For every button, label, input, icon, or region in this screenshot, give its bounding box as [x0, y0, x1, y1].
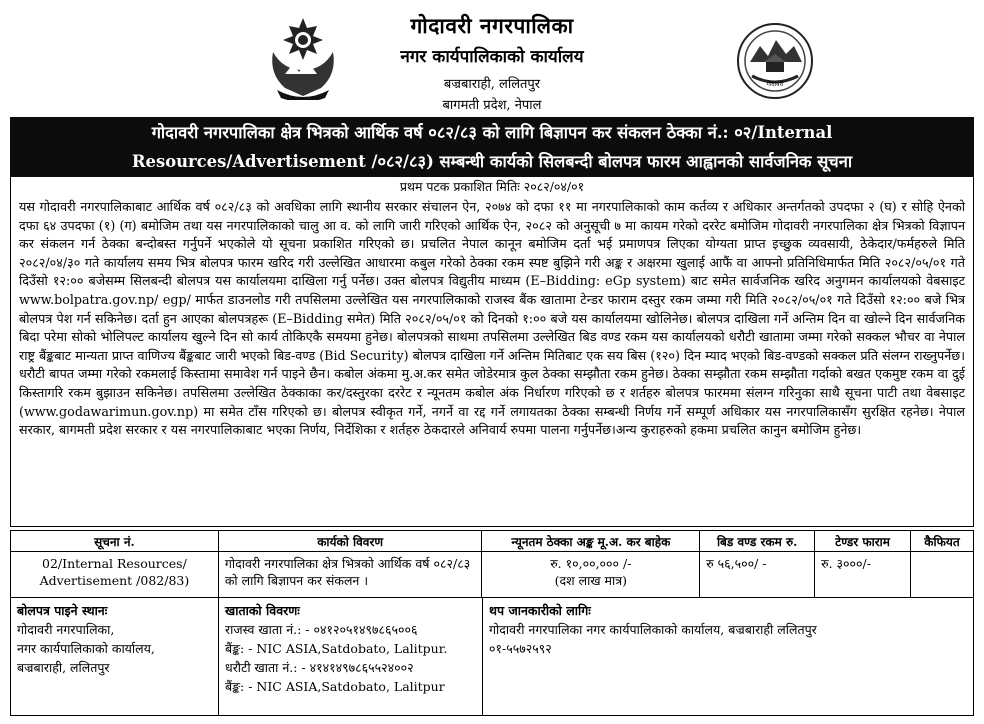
cell-notice-no: 02/Internal Resources/ Advertisement /082/83)	[11, 552, 219, 598]
more-info-line: गोदावरी नगरपालिका नगर कार्यपालिकाको कार्यालय, बज्रबाराही ललितपुर	[489, 622, 817, 637]
min-amount-figure: रु. १०,००,००० /-	[550, 556, 632, 571]
godawari-municipality-logo-icon	[736, 22, 814, 100]
cell-tender-form: रु. ३०००/-	[815, 552, 911, 598]
publication-date: प्रथम पटक प्रकाशित मितिः २०८२/०४/०१	[10, 177, 974, 197]
municipality-name: गोदावरी नगरपालिका	[410, 13, 574, 38]
logo-text: गोदावरी	[766, 81, 784, 88]
address-line-2: बागमती प्रदेश, नेपाल	[442, 98, 542, 113]
account-line: बैंङ्क: - NIC ASIA,Satdobato, Lalitpur.	[225, 641, 448, 656]
bid-place-heading: बोलपत्र पाइने स्थानः	[17, 603, 108, 618]
column-header-bid-bond: बिड वण्ड रकम रु.	[700, 531, 815, 552]
table-row	[11, 552, 974, 598]
notice-title-banner	[10, 117, 974, 177]
more-info	[483, 598, 975, 716]
column-header-min-amount: न्यूनतम ठेक्का अङ्क मू.अ. कर बाहेक	[482, 531, 700, 552]
cell-description: गोदावरी नगरपालिका क्षेत्र भित्रको आर्थिक वर्ष ०८२/८३ को लागि बिज्ञापन कर संकलन ।	[218, 552, 482, 598]
table-header-row	[11, 531, 974, 552]
bid-place-line: गोदावरी नगरपालिका,	[17, 622, 115, 637]
bid-place-line: बज्रबाराही, ललितपुर	[17, 660, 110, 675]
bid-form-location	[11, 598, 219, 716]
address-line-1: बज्रबाराही, ललितपुर	[443, 77, 541, 92]
office-name: नगर कार्यपालिकाको कार्यालय	[400, 47, 584, 67]
account-heading: खाताको विवरणः	[225, 603, 300, 618]
column-header-description: कार्यको विवरण	[218, 531, 482, 552]
cell-remarks	[911, 552, 974, 598]
notice-title-line-2: Resources/Advertisement /०८२/८३) सम्बन्धी कार्यको सिलबन्दी बोलपत्र फारम आह्वानको सार्वजनिक सूचना	[131, 152, 853, 171]
column-header-remarks: कैफियत	[911, 531, 974, 552]
column-header-tender-form: टेण्डर फाराम	[815, 531, 911, 552]
bid-place-line: नगर कार्यपालिकाको कार्यालय,	[17, 641, 155, 656]
tender-details-table	[10, 530, 974, 598]
account-line: धरौटी खाता नं.: - ४१४१४९७८६५५२४००२	[225, 660, 414, 675]
letterhead	[0, 0, 984, 116]
account-details	[219, 598, 483, 716]
cell-bid-bond: रु ५६,५००/ -	[700, 552, 815, 598]
contact-details-section	[10, 598, 974, 716]
notice-body-text: यस गोदावरी नगरपालिकाबाट आर्थिक वर्ष ०८२/८३ को अवधिका लागि स्थानीय सरकार संचालन ऐन, २०७४ को दफा ११ मा नगरपालिकाको काम कर्तव्य र अधिकार अन्तर्गतको उपदफा २ (घ) र सोहि ऐनको दफा ६४ उपदफा (१) (ग) बमोजिम तथा यस नगरपालिकाको चालु आ व. को लागि जारी गरिएको आर्थिक ऐन, २०८२ को अनुसूची ७ मा कायम गरेको दररेट बमोजिम गोदावरी नगरपालिका क्षेत्र भित्रको विज्ञापन कर संकलन गर्न ठेक्का बन्दोबस्त गर्नुपर्ने भएकोले यो सूचना प्रकाशित गरिएको छ। प्रचलित नेपाल कानून बमोजिम दर्ता भई प्रमाणपत्र लिएका योग्यता प्राप्त इच्छुक व्यवसायी, ठेकेदार/फर्महरुले मिति २०८२/०४/३० गते कार्यालय समय भित्र बोलपत्र फारम खरिद गरी उल्लेखित आधारमा कबुल गरेको ठेक्का रकम स्पष्ट बुझिने गरी अङ्क र अक्षरमा खुलाई आफैं वा आफ्नो प्रतिनिधिमार्फत मिति २०८२/०५/०१ गते दिउँसो १२:०० बजेसम्म सिलबन्दी बोलपत्र यस कार्यालयमा दाखिला गर्नु पर्नेछ। उक्त बोलपत्र विद्युतीय माध्यम (E–Bidding: eGp system) बाट समेत सार्वजनिक खरिद अनुगमन कार्यालयको वेबसाइट www.bolpatra.gov.np/ egp/ मार्फत डाउनलोड गरी तपसिलमा उल्लेखित यस नगरपालिकाको राजस्व बैंक खातामा टेन्डर फाराम दस्तुर रकम जम्मा गरी मिति २०८२/०५/०१ गते दिउँसो १२:०० बजे भित्र बोलपत्र पेश गर्न सकिनेछ। दर्ता हुन आएका बोलपत्रहरू (E–Bidding समेत) मिति २०८२/०५/०१ को दिनको १:०० बजे यस कार्यालयमा खोलिनेछ। बोलपत्र दाखिला गर्ने अन्तिम दिन वा खोल्ने दिन सार्वजनिक बिदा परेमा सोको भोलिपल्ट कार्यालय खुल्ने दिन सो कार्य तोकिएकै समयमा हुनेछ। बोलपत्रको साथमा तपसिलमा उल्लेखित बिड वण्ड रकम यस कार्यालयको धरौटी खातामा जम्मा गरेको सक्कल भौचर वा नेपाल राष्ट्र बैंङ्कबाट मान्यता प्राप्त वाणिज्य बैंङ्कबाट जारी भएको बिड-वण्ड (Bid Security) बोलपत्र दाखिला गर्ने अन्तिम मितिबाट एक सय बिस (१२०) दिन म्याद भएको बिड-वण्डको सक्कल प्रति संलग्न राख्नुपर्नेछ। धरौटी बापत जम्मा गरेको रकमलाई किस्तामा समावेश गर्न पाइने छैन। कबोल अंकमा मु.अ.कर समेत जोडेरमात्र कुल ठेक्का सम्झौता रकम हुनेछ। ठेक्का सम्झौता रकम सम्झौता गर्दाको बखत एकमुष्ट रकम वा दुई किस्तागरि रकम बुझाउन सकिनेछ। तपसिलमा उल्लेखित ठेक्काका कर/दस्तुरका दररेट र न्यूनतम कबोल अंक निर्धारण गरिएको छ र शर्तहरु बोलपत्र फारममा संलग्न गरिनुका साथै सूचना पाटी तथा वेबसाइट (www.godawarimun.gov.np) मा समेत टाँस गरिएको छ। बोलपत्र स्वीकृत गर्ने, नगर्ने वा रद्द गर्ने लगायतका ठेक्का सम्बन्धी निर्णय गर्ने सम्पूर्ण अधिकार यस नगरपालिकासँग सुरक्षित रहनेछ। नेपाल सरकार, बागमती प्रदेश सरकार र यस नगरपालिकाबाट भएका निर्णय, निर्देशिका र शर्तहरु ठेकदारले अनिवार्य रुपमा पालना गर्नुपर्नेछ।अन्य कुराहरुको हकमा प्रचलित कानुन बमोजिम हुनेछ।	[10, 196, 974, 527]
cell-min-amount	[482, 552, 700, 598]
column-header-notice-no: सूचना नं.	[11, 531, 219, 552]
min-amount-words: (दश लाख मात्र)	[554, 573, 628, 588]
more-info-heading: थप जानकारीको लागिः	[489, 603, 591, 618]
contact-phone: ०१-५५७२५९२	[489, 641, 552, 656]
account-line: बैंङ्क: - NIC ASIA,Satdobato, Lalitpur	[225, 679, 445, 694]
notice-title-line-1: गोदावरी नगरपालिका क्षेत्र भित्रको आर्थिक वर्ष ०८२/८३ को लागि बिज्ञापन कर संकलन ठेक्का नं.: ०२/Internal	[151, 123, 833, 142]
account-line: राजस्व खाता नं.: - ०४१२०५१४९७८६५००६	[225, 622, 418, 637]
